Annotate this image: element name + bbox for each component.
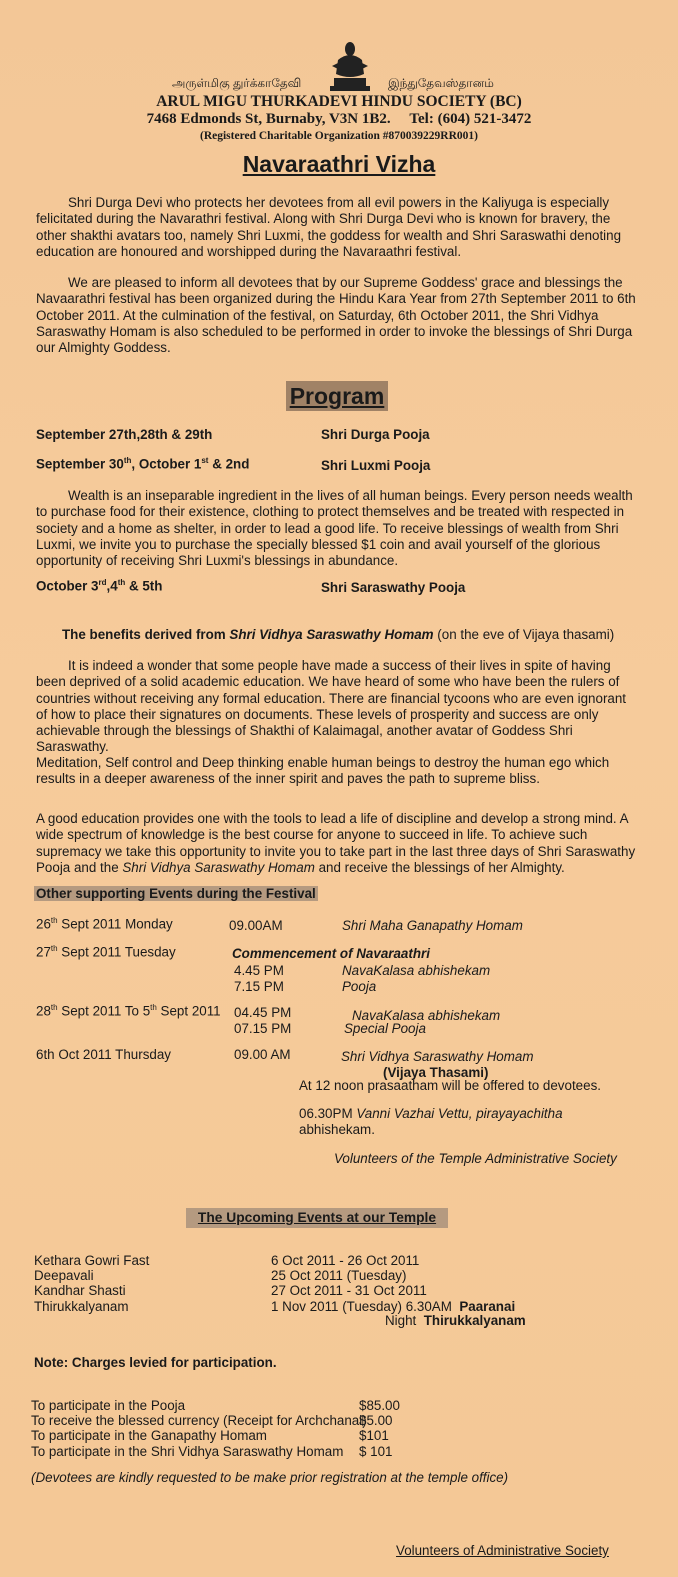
charge-label: To participate in the Shri Vidhya Saraswathy Homam [31, 1443, 344, 1459]
program-row2-pooja: Shri Luxmi Pooja [321, 458, 431, 473]
event4-subtitle: (Vijaya Thasami) [383, 1065, 489, 1080]
upcoming-dates [271, 1253, 515, 1314]
event3-name1: NavaKalasa abhishekam [352, 1008, 501, 1023]
event1-date: 26th Sept 2011 Monday [36, 916, 173, 932]
upcoming-names [34, 1253, 149, 1314]
program-row1-pooja: Shri Durga Pooja [321, 427, 430, 442]
charge-label: To participate in the Pooja [31, 1398, 186, 1413]
page-title: Navaraathri Vizha [242, 151, 436, 177]
event2-time2: 7.15 PM [234, 979, 284, 994]
event2-date: 27th Sept 2011 Tuesday [36, 944, 176, 960]
program-row3-date: October 3rd,4th & 5th [36, 578, 163, 594]
event1-name: Shri Maha Ganapathy Homam [342, 918, 523, 933]
event2-name2: Pooja [342, 979, 377, 994]
list-item: 25 Oct 2011 (Tuesday) [271, 1268, 407, 1284]
supporting-volunteers: Volunteers of the Temple Administrative Society [334, 1151, 617, 1166]
event3-date: 28th Sept 2011 To 5th Sept 2011 [36, 1003, 221, 1019]
event2-commencement: Commencement of Navaraathri [232, 946, 430, 961]
org-address: 7468 Edmonds St, Burnaby, V3N 1B2. [146, 111, 391, 127]
list-item: 27 Oct 2011 - 31 Oct 2011 [271, 1283, 427, 1299]
charges-heading: Note: Charges levied for participation. [34, 1355, 277, 1370]
charges-labels [31, 1398, 367, 1459]
signature-line: Volunteers of Administrative Society [396, 1543, 609, 1558]
list-item: 6 Oct 2011 - 26 Oct 2011 [271, 1253, 420, 1268]
event2-time1: 4.45 PM [234, 963, 284, 978]
event4-time: 09.00 AM [234, 1047, 291, 1062]
benefits-paragraph-3: A good education provides one with the tools to lead a life of discipline and develop a strong mind. A wide spectrum of knowledge is the best course for anyone to succeed in life. To achieve such supremacy we take this opportunity to invite you to take part in the last three days of Shri Saraswathy Pooja and the Shri Vidhya Saraswathy Homam and receive the blessings of her Almighty. [36, 811, 636, 875]
benefits-paragraph-2: Meditation, Self control and Deep thinking enable human beings to destroy the human ego which results in a deeper awareness of the inner spirit and paves the path to supreme bliss. [36, 755, 610, 787]
event3-name2: Special Pooja [344, 1021, 426, 1036]
charge-label: To participate in the Ganapathy Homam [31, 1428, 267, 1444]
program-heading: Program [286, 381, 388, 411]
program-row1-date: September 27th,28th & 29th [36, 427, 213, 442]
list-item: Kethara Gowri Fast [34, 1253, 150, 1268]
event4-date: 6th Oct 2011 Thursday [36, 1047, 171, 1062]
org-phone: Tel: (604) 521-3472 [409, 111, 532, 127]
event4-name: Shri Vidhya Saraswathy Homam [341, 1049, 534, 1064]
registration-note: (Devotees are kindly requested to be make prior registration at the temple office) [31, 1470, 509, 1485]
benefits-heading: The benefits derived from Shri Vidhya Saraswathy Homam (on the eve of Vijaya thasami) [62, 627, 615, 642]
program-row3-pooja: Shri Saraswathy Pooja [321, 580, 466, 595]
event4-noon-note: At 12 noon prasaatham will be offered to devotees. [299, 1078, 601, 1093]
wealth-paragraph: Wealth is an inseparable ingredient in the lives of all human beings. Every person needs wealth to purchase food for their existence, clothing to protect themselves and be treated with respected in society and a home as shelter, in order to lead a good life. To receive blessings of wealth from Shri Luxmi, we invite you to purchase the specially blessed $1 coin and avail yourself of the glorious opportunity of receiving Shri Luxmi's blessings in abundance. [36, 488, 633, 569]
event1-time: 09.00AM [229, 918, 283, 933]
charges-amounts [359, 1398, 400, 1459]
list-item: Kandhar Shasti [34, 1283, 126, 1299]
program-row2-date: September 30th, October 1st & 2nd [36, 456, 250, 472]
charge-label: To receive the blessed currency (Receipt for Archchanai) [31, 1413, 367, 1429]
event3-time1: 04.45 PM [234, 1005, 292, 1020]
tamil-name-left: அருள்மிகு துர்க்காதேவி [172, 76, 302, 90]
tamil-name-right: இந்துதேவஸ்தானம் [388, 76, 494, 90]
benefits-paragraph-1: It is indeed a wonder that some people have made a success of their lives in spite of having been deprived of a solid academic education. We have heard of some who have been the rulers of countries without receiving any formal education. There are financial tycoons who are even ignorant of how to place their signatures on documents. These levels of prosperity and success are only achievable through the blessings of Shakthi of Kalaimagal, another avatar of Goddess Shri Saraswathy. [36, 658, 627, 755]
org-name: ARUL MIGU THURKADEVI HINDU SOCIETY (BC) [156, 93, 522, 110]
upcoming-night-line: Night Thirukkalyanam [385, 1313, 526, 1328]
event2-name1: NavaKalasa abhishekam [342, 963, 491, 978]
charge-amount: $85.00 [359, 1398, 400, 1413]
charge-amount: $ 101 [359, 1443, 393, 1459]
charge-amount: $5.00 [359, 1413, 393, 1429]
deity-emblem-icon [330, 40, 370, 92]
list-item: 1 Nov 2011 (Tuesday) 6.30AM Paaranai [271, 1298, 516, 1314]
org-address-line [0, 111, 678, 128]
event4-evening: 06.30PM Vanni Vazhai Vettu, pirayayachitha abhishekam. [299, 1106, 563, 1137]
list-item: Thirukkalyanam [34, 1298, 129, 1314]
org-registration: (Registered Charitable Organization #870039229RR001) [200, 130, 478, 142]
list-item: Deepavali [34, 1268, 94, 1284]
charge-amount: $101 [359, 1428, 389, 1444]
upcoming-heading: The Upcoming Events at our Temple [186, 1208, 448, 1228]
intro-paragraph-2: We are pleased to inform all devotees that by our Supreme Goddess' grace and blessings the Navaarathri festival has been organized during the Hindu Kara Year from 27th September 2011 to 6th October 2011. At the culmination of the festival, on Saturday, 6th October 2011, the Shri Vidhya Saraswathy Homam is also scheduled to be performed in order to invoke the blessings of Shri Durga our Almighty Goddess. [36, 275, 636, 356]
supporting-heading: Other supporting Events during the Festival [36, 886, 316, 901]
intro-paragraph-1: Shri Durga Devi who protects her devotees from all evil powers in the Kaliyuga is especially felicitated during the Navarathri festival. Along with Shri Durga Devi who is known for bravery, the other shakthi avatars too, namely Shri Luxmi, the goddess for wealth and Shri Saraswathi denoting education are honoured and worshipped during the Navaraathri festival. [36, 195, 622, 259]
event3-time2: 07.15 PM [234, 1021, 292, 1036]
